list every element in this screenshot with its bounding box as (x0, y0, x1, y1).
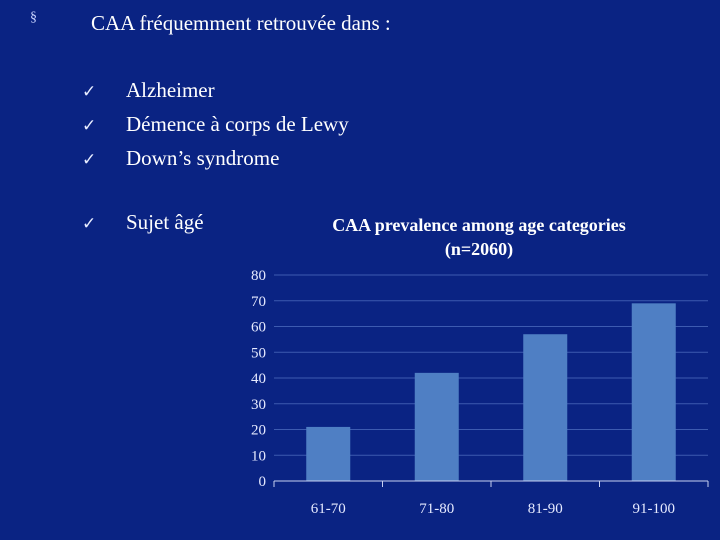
check-icon: ✓ (82, 214, 97, 234)
x-tick-label: 91-100 (632, 501, 675, 517)
chart-title: CAA prevalence among age categories (332, 215, 626, 235)
list-item-label: Down’s syndrome (126, 146, 280, 170)
bar (523, 334, 567, 481)
y-tick-label: 70 (251, 293, 266, 310)
y-tick-label: 10 (251, 448, 266, 465)
check-icon: ✓ (82, 116, 97, 136)
x-tick-label: 71-80 (419, 501, 455, 517)
y-tick-label: 80 (251, 268, 266, 284)
chart-subtitle: (n=2060) (444, 239, 514, 259)
bar (632, 303, 676, 481)
bar (415, 373, 459, 481)
list-item-label: Démence à corps de Lewy (126, 112, 349, 136)
y-tick-label: 40 (251, 371, 266, 387)
y-tick-label: 50 (251, 345, 266, 362)
list-item-label: Alzheimer (126, 78, 215, 102)
y-tick-label: 30 (251, 396, 266, 413)
x-tick-label: 61-70 (310, 501, 346, 517)
bar (306, 427, 350, 481)
bars (306, 303, 676, 481)
y-tick-label: 60 (251, 319, 266, 336)
list-item-label: Sujet âgé (126, 210, 204, 234)
x-tick-label: 81-90 (527, 501, 563, 517)
slide-heading: CAA fréquemment retrouvée dans : (91, 11, 391, 35)
bullet-marker: § (30, 10, 37, 25)
check-icon: ✓ (82, 82, 97, 102)
y-tick-label: 20 (251, 422, 266, 439)
y-tick-label: 0 (258, 474, 266, 490)
check-icon: ✓ (82, 150, 97, 170)
